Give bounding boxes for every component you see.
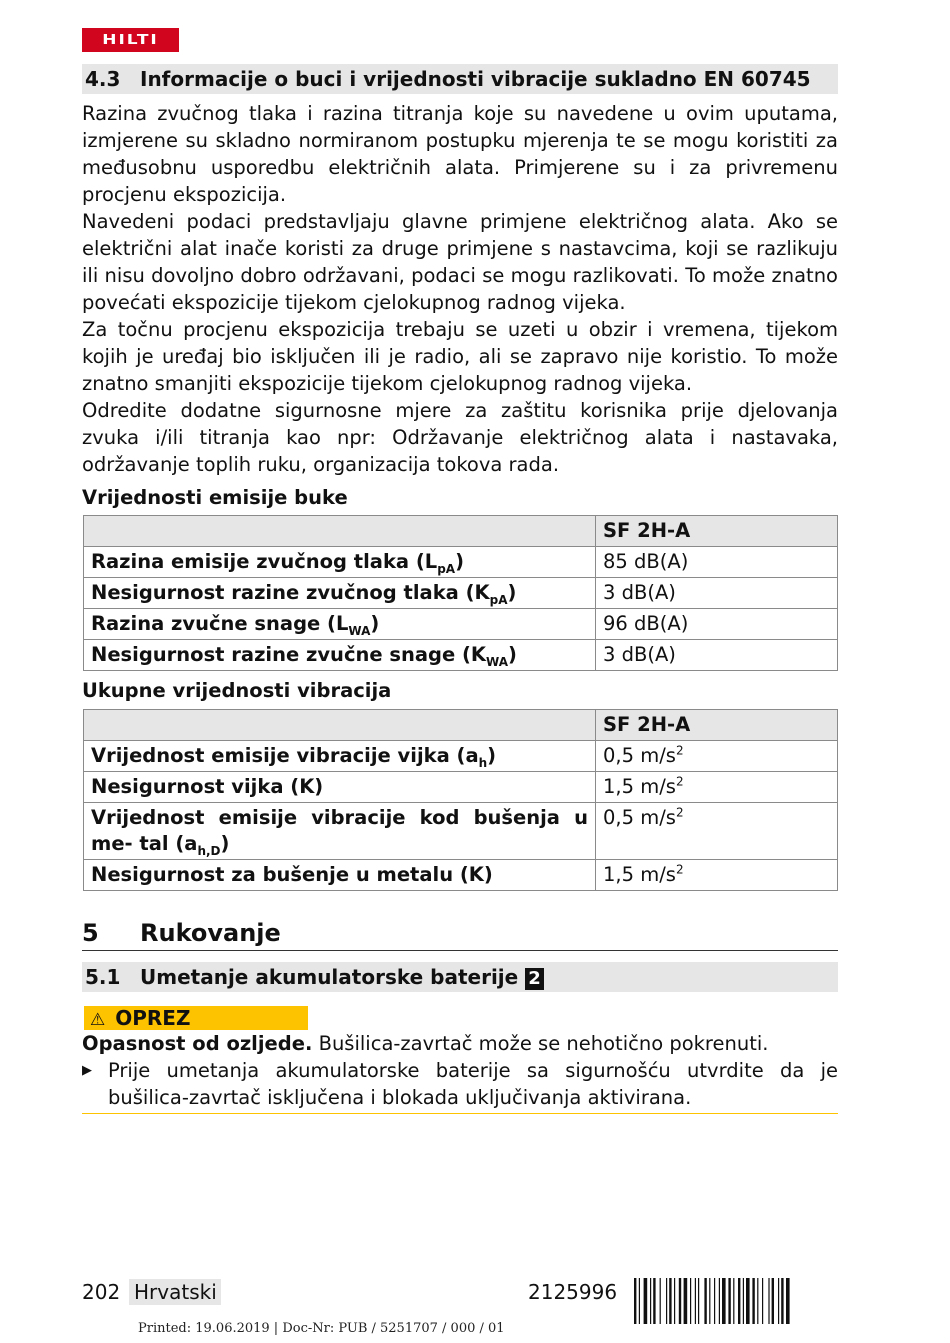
barcode-bar [743, 1278, 744, 1324]
row-value: 3 dB(A) [596, 578, 838, 609]
warning-triangle-icon: ⚠ [90, 1010, 106, 1030]
table-row [84, 609, 838, 640]
barcode-bar [719, 1278, 720, 1324]
row-value: 1,5 $m/s^2$ [596, 860, 838, 891]
table-row [84, 803, 838, 860]
row-label: Vrijednost emisije vibracije vijka $(a_h)$ [84, 741, 596, 772]
row-label: Nesigurnost razine zvučnog tlaka $(K_{pA})$ [84, 578, 596, 609]
paragraph: Za točnu procjenu ekspozicija trebaju se uzeti u obzir i vremena, tijekom kojih je uređaj bio isključen ili je radio, ali se zapravo nije koristio. To može znatno smanjiti ekspozicije tijekom cjelokupnog radnog vijeka. [82, 318, 838, 395]
table-header-row [84, 710, 838, 741]
barcode-bar [660, 1278, 661, 1324]
chapter-title: Rukovanje [140, 919, 281, 947]
barcode-bar [669, 1278, 671, 1324]
row-label: Nesigurnost za bušenje u metalu (K) [84, 860, 596, 891]
warning-text: Bušilica-zavrtač može se nehotično pokrenuti. [312, 1032, 769, 1055]
barcode-bar [768, 1278, 769, 1324]
barcode-bar [634, 1278, 636, 1324]
header-blank-cell [84, 516, 596, 547]
noise-table [83, 515, 838, 671]
barcode-bar [674, 1278, 675, 1324]
page-number: 202 [82, 1280, 121, 1304]
chapter-number: 5 [82, 919, 99, 947]
print-info: Printed: 19.06.2019 | Doc-Nr: PUB / 5251707 / 000 / 01 [138, 1321, 505, 1336]
row-label: Nesigurnost razine zvučne snage $(K_{WA})$ [84, 640, 596, 671]
vibration-table-title: Ukupne vrijednosti vibracija [82, 679, 392, 702]
barcode-bar [728, 1278, 730, 1324]
language-label: Hrvatski [129, 1279, 221, 1305]
barcode-bar [653, 1278, 655, 1324]
warning-sentence [82, 1030, 838, 1057]
barcode-bar [704, 1278, 706, 1324]
table-row [84, 640, 838, 671]
table-row [84, 547, 838, 578]
barcode-bar [650, 1278, 651, 1324]
column-header: SF 2H-A [596, 516, 838, 547]
section-title: Umetanje akumulatorske baterije [140, 965, 519, 989]
barcode-bar [722, 1278, 726, 1324]
barcode-bar [757, 1278, 758, 1324]
barcode-bar [778, 1278, 779, 1324]
warning-text-block [82, 1030, 838, 1111]
warning-label-box [84, 1006, 308, 1030]
table-header-row [84, 516, 838, 547]
section-title: Informacije o buci i vrijednosti vibracije sukladno EN 60745 [140, 67, 811, 91]
figure-reference: 2 [525, 968, 544, 990]
barcode-bar [690, 1278, 691, 1324]
document-code: 2125996 [528, 1280, 618, 1304]
row-value: 3 dB(A) [596, 640, 838, 671]
warning-bullet [82, 1057, 838, 1111]
warning-lead: Opasnost od ozljede. [82, 1032, 313, 1055]
row-label: Nesigurnost vijka (K) [84, 772, 596, 803]
paragraph: Odredite dodatne sigurnosne mjere za zaštitu korisnika prije djelovanja zvuka i/ili titranja kao npr: Održavanje električnog alata i nastavaka, održavanje toplih ruku, organizacija tokova rada. [82, 399, 838, 476]
barcode [634, 1278, 840, 1324]
barcode-bar [698, 1278, 699, 1324]
barcode-bar [684, 1278, 688, 1324]
section-5-1-heading [82, 962, 838, 992]
barcode-bar [666, 1278, 667, 1324]
row-value: 96 dB(A) [596, 609, 838, 640]
paragraph: Navedeni podaci predstavljaju glavne primjene električnog alata. Ako se električni alat inače koristi za druge primjene s nastavcima, koji se razlikuju ili nisu dovoljno dobro održavani, podaci se mogu razlikovati. To može znatno povećati ekspozicije tijekom cjelokupnog radnog vijeka. [82, 210, 838, 314]
section-number: 4.3 [85, 67, 121, 91]
barcode-bar [644, 1278, 648, 1324]
barcode-bar [781, 1278, 783, 1324]
barcode-bar [752, 1278, 754, 1324]
barcode-bar [639, 1278, 640, 1324]
row-value: 0,5 $m/s^2$ [596, 741, 838, 772]
barcode-bar [695, 1278, 696, 1324]
barcode-bar [679, 1278, 681, 1324]
barcode-bar [772, 1278, 774, 1324]
logo-text: HILTI [102, 32, 159, 48]
vibration-table [83, 709, 838, 891]
paragraph: Razina zvučnog tlaka i razina titranja koje su navedene u ovim uputama, izmjerene su skladno normiranom postupku mjerenja te se mogu koristiti za međusobnu usporedbu električnih alata. Primjerene su i za privremenu procjenu ekspozicija. [82, 102, 838, 206]
warning-divider [82, 1113, 838, 1114]
barcode-bar [762, 1278, 763, 1324]
bullet-text: Prije umetanja akumulatorske baterije sa sigurnošću utvrdite da je bušilica-zavrtač isključena i blokada uključivanja aktivirana. [108, 1059, 838, 1109]
barcode-bar [714, 1278, 715, 1324]
table-row [84, 772, 838, 803]
intro-text [82, 100, 838, 478]
header-blank-cell [84, 710, 596, 741]
column-header: SF 2H-A [596, 710, 838, 741]
row-label: Razina emisije zvučnog tlaka $(L_{pA})$ [84, 547, 596, 578]
row-value: 85 dB(A) [596, 547, 838, 578]
row-value: 0,5 $m/s^2$ [596, 803, 838, 860]
row-value: 1,5 $m/s^2$ [596, 772, 838, 803]
barcode-bar [709, 1278, 710, 1324]
barcode-bar [786, 1278, 790, 1324]
noise-table-title: Vrijednosti emisije buke [82, 486, 348, 509]
table-row [84, 860, 838, 891]
chapter-5-heading [82, 916, 838, 951]
barcode-bar [733, 1278, 734, 1324]
barcode-bar [746, 1278, 750, 1324]
hilti-logo [82, 28, 179, 52]
table-row [84, 741, 838, 772]
warning-label: OPREZ [115, 1006, 191, 1030]
table-row [84, 578, 838, 609]
row-label: Vrijednost emisije vibracije kod bušenja u me- tal $(a_{h,D})$ [84, 803, 596, 860]
bullet-arrow-icon: ▶ [82, 1063, 92, 1078]
section-4-3-heading [82, 64, 838, 94]
barcode-bar [738, 1278, 740, 1324]
section-number: 5.1 [85, 965, 121, 989]
row-label: Razina zvučne snage $(L_{WA})$ [84, 609, 596, 640]
